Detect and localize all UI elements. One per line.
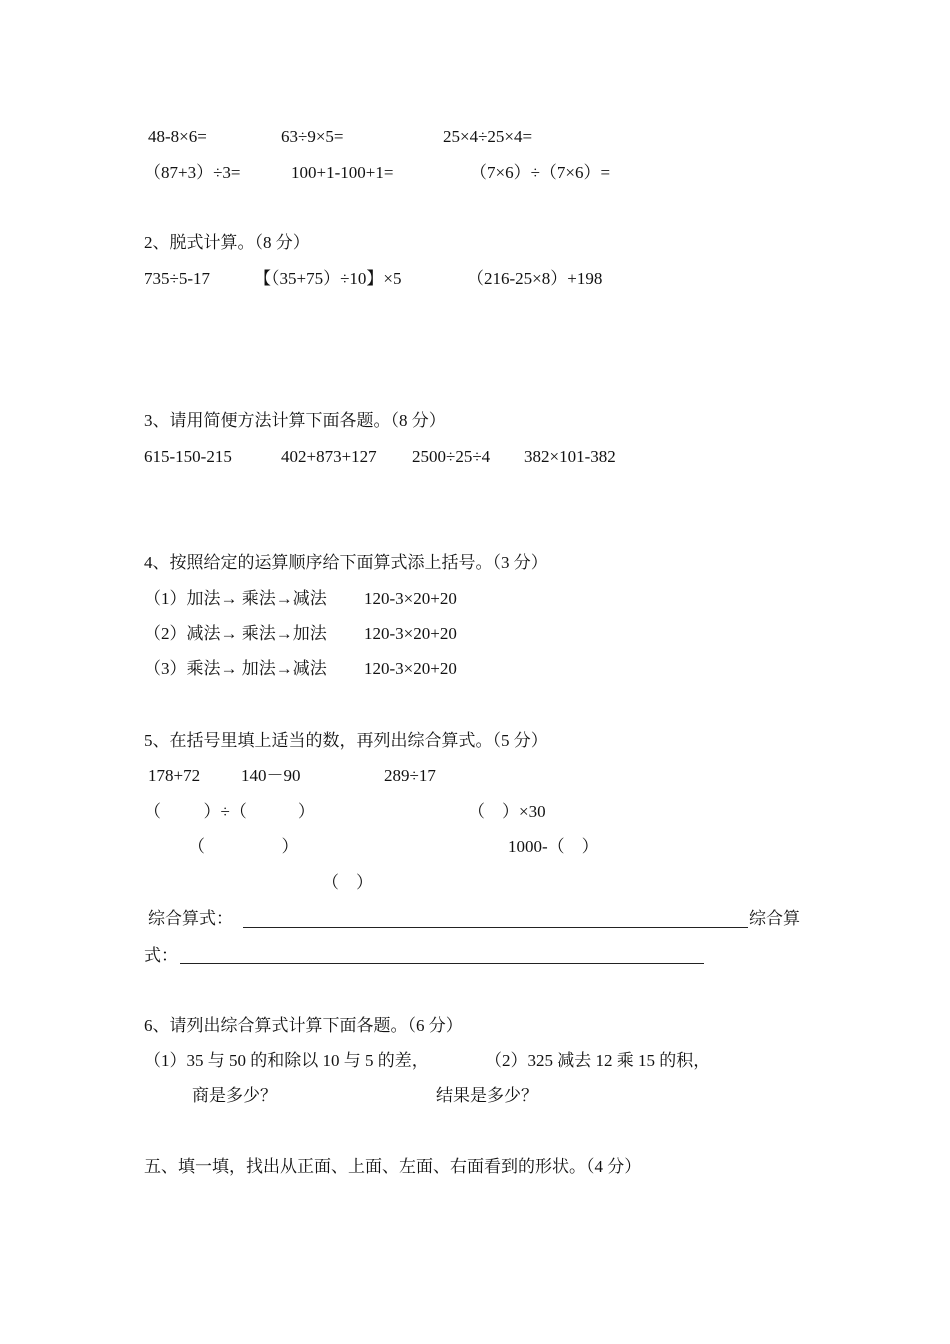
q1-row1-item3: 25×4÷25×4= [443,127,533,146]
q4-row3-order: （3）乘法→ 加法→减法 [144,659,327,678]
q1-row1-item1: 48-8×6= [148,127,207,146]
q5-formula-label-2: 式： [144,946,178,965]
q2-title: 2、脱式计算。（8 分） [144,233,310,252]
q4-row3-expr: 120-3×20+20 [364,659,457,678]
q3-item-2: 402+873+127 [281,447,377,466]
q6-p1-line1: （1）35 与 50 的和除以 10 与 5 的差， [144,1051,429,1070]
q5-formula-label: 综合算式： [148,909,233,928]
q5-top-3: 289÷17 [384,766,436,785]
q2-item-2: 【（35+75）÷10】×5 [254,269,402,288]
q5-mid-right: （ ）×30 [468,802,546,821]
q6-p2-line1: （2）325 减去 12 乘 15 的积， [485,1051,711,1070]
q5-formula-tail: 综合算 [749,909,800,928]
q5-lower-left: （ ） [188,837,299,856]
q5-top-2: 140－90 [241,766,301,785]
q4-row1-order: （1）加法→ 乘法→减法 [144,589,327,608]
q1-row2-item2: 100+1-100+1= [291,163,394,182]
q5-formula-line-2 [180,963,704,964]
q1-row2-item1: （87+3）÷3= [144,163,241,182]
q3-item-3: 2500÷25÷4 [412,447,491,466]
q6-title: 6、请列出综合算式计算下面各题。（6 分） [144,1016,463,1035]
q4-row2-order: （2）减法→ 乘法→加法 [144,624,327,643]
q4-row2-expr: 120-3×20+20 [364,624,457,643]
q3-item-1: 615-150-215 [144,447,232,466]
q2-item-1: 735÷5-17 [144,269,210,288]
q4-row1-expr: 120-3×20+20 [364,589,457,608]
q5-title: 5、在括号里填上适当的数，再列出综合算式。（5 分） [144,731,548,750]
q6-p1-line2: 商是多少？ [192,1086,277,1105]
q5-bottom: （ ） [322,873,373,892]
q4-title: 4、按照给定的运算顺序给下面算式添上括号。（3 分） [144,553,548,572]
q6-p2-line2: 结果是多少？ [436,1086,538,1105]
q5-top-1: 178+72 [148,766,201,785]
q3-item-4: 382×101-382 [524,447,616,466]
q7-title: 五、填一填，找出从正面、上面、左面、右面看到的形状。（4 分） [144,1157,642,1176]
q3-title: 3、请用简便方法计算下面各题。（8 分） [144,411,446,430]
q5-mid-left: （ ）÷（ ） [144,802,315,821]
q2-item-3: （216-25×8）+198 [467,269,603,288]
q1-row1-item2: 63÷9×5= [281,127,344,146]
q5-formula-line-1 [243,927,748,928]
q5-lower-right: 1000-（ ） [508,837,599,856]
q1-row2-item3: （7×6）÷（7×6）= [470,163,611,182]
